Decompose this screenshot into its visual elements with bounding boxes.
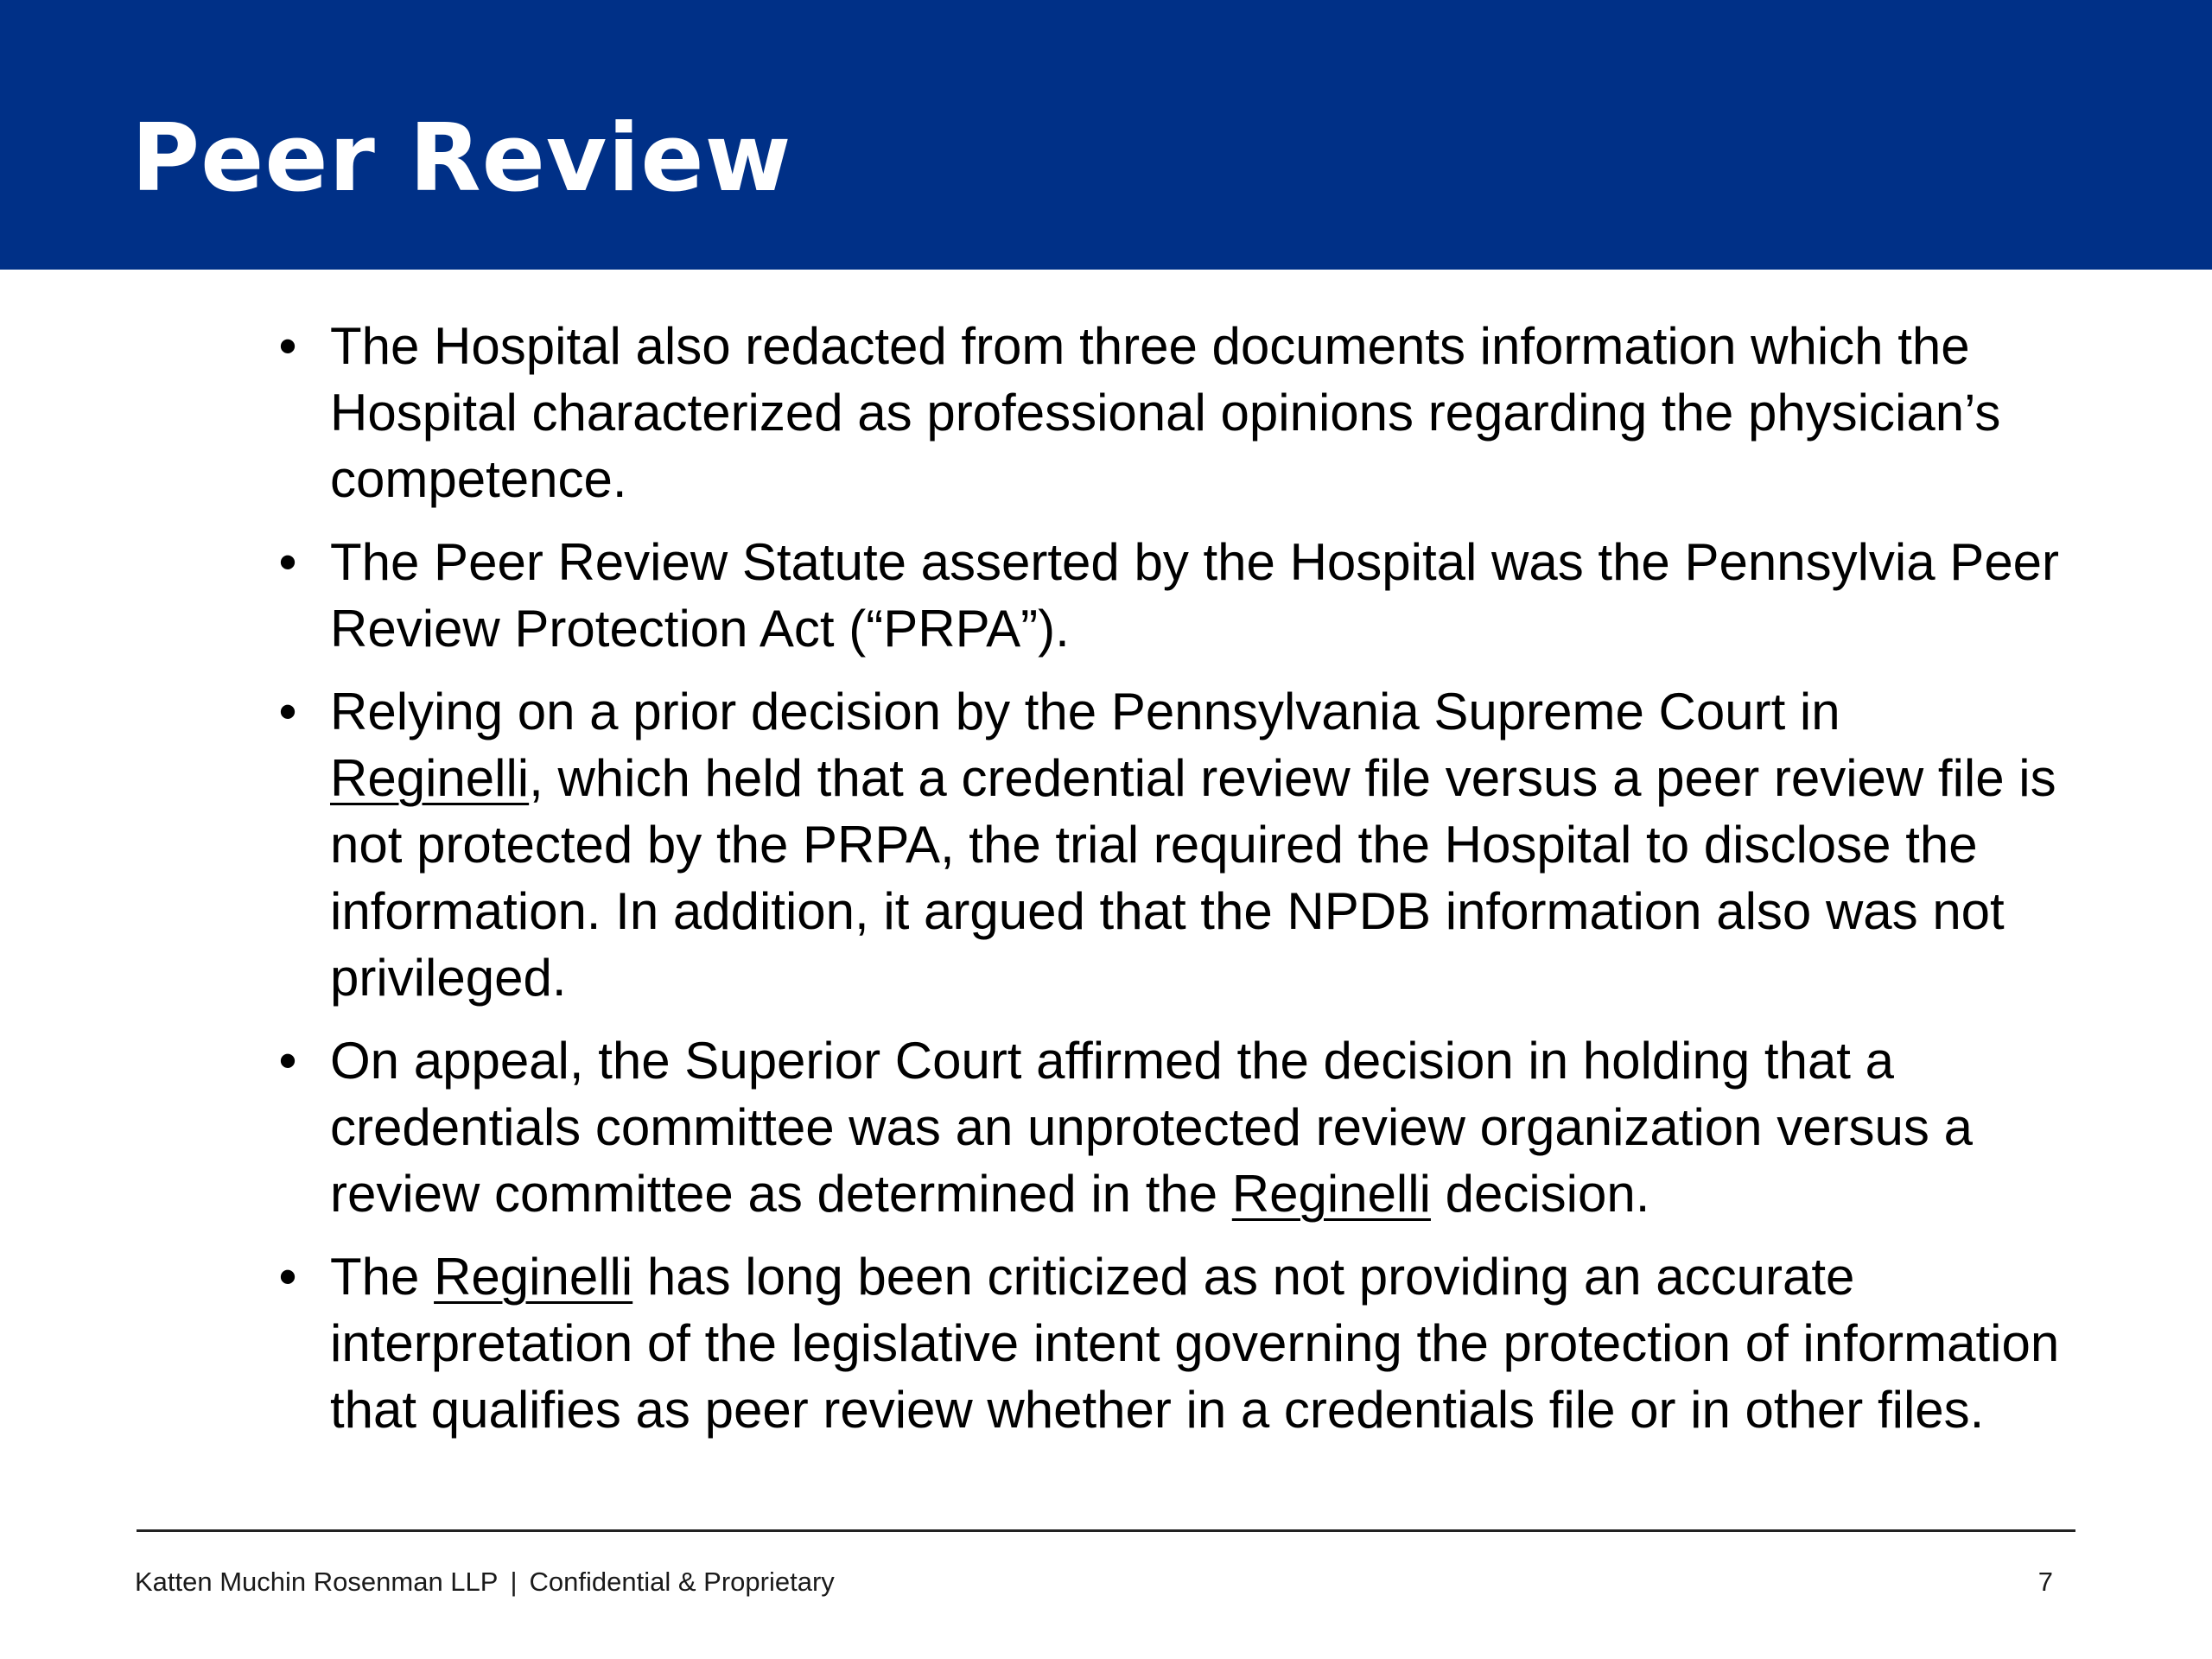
footer-separator: |	[510, 1567, 518, 1597]
bullet-text: Relying on a prior decision by the Pennsylvania Supreme Court in	[330, 683, 1840, 741]
case-name-reginelli: Reginelli	[434, 1248, 633, 1306]
slide-title: Peer Review	[131, 105, 792, 213]
bullet-item	[275, 313, 2068, 512]
footer-confidential-label: Confidential & Proprietary	[529, 1567, 835, 1597]
footer-divider	[137, 1529, 2075, 1532]
bullet-item	[275, 529, 2068, 662]
bullet-text: On appeal, the Superior Court affirmed the decision in holding that a credentials committee was an unprotected review organization versus a review committee as determined in the	[330, 1032, 1973, 1223]
case-name-reginelli: Reginelli	[1231, 1165, 1431, 1223]
bullet-icon: •	[278, 1248, 297, 1306]
bullet-text: , which held that a credential review file versus a peer review file is not protected by the PRPA, the trial required the Hospital to disclose the information. In addition, it argued that the NPDB information also was not privileged.	[330, 749, 2056, 1007]
bullet-item	[275, 678, 2068, 1011]
case-name-reginelli: Reginelli	[330, 749, 530, 807]
bullet-item	[275, 1243, 2068, 1443]
title-bar	[0, 0, 2212, 270]
bullet-item	[275, 1027, 2068, 1227]
bullet-icon: •	[278, 1032, 297, 1090]
footer-firm-name: Katten Muchin Rosenman LLP	[135, 1567, 499, 1597]
bullet-list	[275, 313, 2068, 1459]
bullet-icon: •	[278, 683, 297, 741]
footer	[135, 1566, 835, 1599]
page-number: 7	[2037, 1567, 2053, 1597]
bullet-text: has long been criticized as not providing an accurate interpretation of the legislative intent governing the protection of information that qualifies as peer review whether in a credentials file or in other files.	[330, 1248, 2060, 1439]
bullet-text: The Peer Review Statute asserted by the Hospital was the Pennsylvia Peer Review Protection Act (“PRPA”).	[330, 533, 2060, 658]
bullet-icon: •	[278, 533, 297, 591]
bullet-text: The	[330, 1248, 435, 1306]
bullet-icon: •	[278, 317, 297, 375]
bullet-text: decision.	[1430, 1165, 1650, 1223]
bullet-text: The Hospital also redacted from three documents information which the Hospital characterized as professional opinions regarding the physician’s competence.	[330, 317, 2001, 508]
